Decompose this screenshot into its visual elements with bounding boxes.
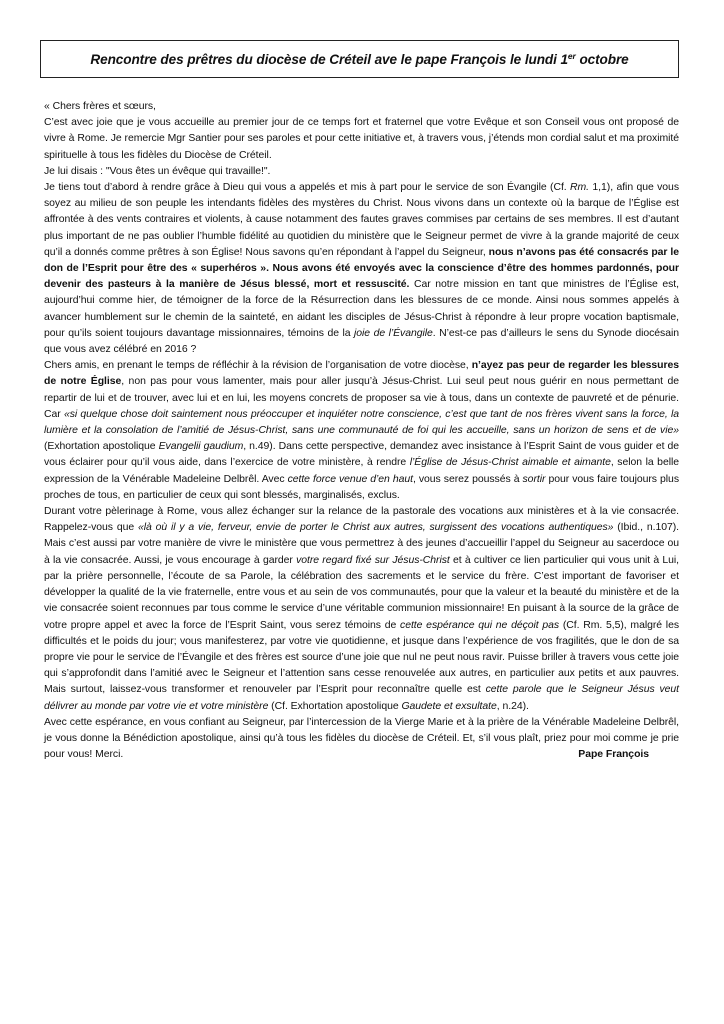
paragraph [44, 180, 679, 358]
title-superscript: er [567, 51, 576, 61]
text-run: et à cultiver ce lien particulier qui vous unit à Lui, par la prière personnelle, l’écoute de sa Parole, la célébration des sacrements et le service du frère. C’est important de favoriser et développer la qualité de la vie fraternelle, entre vous et au sein de vos communautés, pour que la valeur et la beauté du ministère et de la vie consacrée soient reconnues par tous comme le service d’une véritable communion missionnaire! En puisant à la source de la grâce de votre propre appel et avec la force de l’Esprit Saint, vous serez témoins de [44, 554, 679, 631]
paragraph [44, 164, 679, 180]
paragraph [44, 504, 679, 715]
text-run: Je lui disais : "Vous êtes un évêque qui travaille!". [44, 165, 271, 177]
text-run: , n.49). Dans cette perspective, demandez avec insistance à l’Esprit Saint de vous guider et de vous éclairer pour qu’il vous aide, dans l’exercice de votre ministère, à rendre [44, 441, 679, 469]
italic-text: joie de l’Évangile [354, 327, 433, 339]
signature: Pape François [578, 749, 649, 761]
text-run: C’est avec joie que je vous accueille au premier jour de ce temps fort et fraternel que votre Evêque et son Conseil vous ont proposé de vivre à Rome. Je remercie Mgr Santier pour ses paroles et pour cette initiative et, à travers vous, j’étends mon cordial salut et ma proximité spirituelle à tous les fidèles du Diocèse de Créteil. [44, 117, 679, 161]
italic-text: l’Église de Jésus-Christ aimable et aimante [409, 457, 611, 469]
text-run: , n.24). [496, 700, 529, 712]
italic-text: sortir [522, 473, 546, 485]
italic-text: cette parole que le Seigneur Jésus veut délivrer au monde par votre vie et votre ministère [44, 684, 679, 712]
bold-text: nous n’avons pas été consacrés par le don de l’Esprit pour être des « superhéros ». Nous avons été envoyés avec la conscience d’être des hommes pardonnés, pour devenir des pasteurs à la manière de Jésus blessé, mort et ressuscité. [44, 246, 679, 291]
text-run: pour vous faire toujours plus proches de tous, en particulier de ceux qui sont blessés, marginalisés, exclus. [44, 473, 679, 501]
italic-text: Evangelii gaudium [158, 441, 244, 453]
text-run: Car notre mission en tant que ministres de l’Église est, aujourd’hui comme hier, de témoigner de la force de la Résurrection dans les blessures de ce monde. Ainsi nous sommes appelés à avancer humblement sur le chemin de la sainteté, en aidant les disciples de Jésus-Christ à répondre à leur propre vocation baptismale, pour qu’ils soient toujours davantage missionnaires, témoins de la [44, 279, 680, 339]
text-run: . N’est-ce pas d’ailleurs le sens du Synode diocésain que vous avez célébré en 2016 ? [44, 327, 680, 356]
paragraph [44, 99, 679, 115]
text-run: (Ibid., n.107). Mais c’est aussi par votre manière de vivre le ministère que vous permettrez à des jeunes d’accueillir l’appel du Seigneur au sacerdoce ou à la vie consacrée. Aussi, je vous encourage à garder [44, 522, 679, 566]
text-run: « Chers frères et sœurs, [44, 101, 156, 112]
italic-text: cette force venue d’en haut [287, 473, 413, 485]
italic-text: Gaudete et exsultate [401, 700, 497, 712]
title-box [40, 40, 679, 78]
italic-text: «si quelque chose doit saintement nous préoccuper et inquiéter notre conscience, c’est que tant de nos frères vivent sans la force, la lumière et la consolation de l’amitié de Jésus-Christ, sans une communauté de foi qui les accueille, sans un horizon de sens et de vie» [44, 408, 679, 437]
text-run: Chers amis, en prenant le temps de réfléchir à la révision de l’organisation de votre diocèse, [44, 360, 472, 372]
text-run: Je tiens tout d’abord à rendre grâce à Dieu qui vous a appelés et mis à part pour le service de son Évangile (Cf. [44, 182, 571, 194]
text-run: (Exhortation apostolique [44, 441, 159, 453]
paragraph [44, 358, 679, 504]
text-run: Avec cette espérance, en vous confiant au Seigneur, par l’intercession de la Vierge Marie et à la prière de la Vénérable Madeleine Delbrêl, je vous donne la Bénédiction apostolique, ainsi qu’à tous les fidèles du diocèse de Créteil. Et, s’il vous plaît, priez pour moi comme je prie pour vous! Merci. [44, 716, 679, 761]
title-main: Rencontre des prêtres du diocèse de Créteil ave le pape François le lundi 1 [90, 52, 568, 67]
letter-body [44, 99, 679, 763]
italic-text: votre regard fixé sur Jésus-Christ [296, 554, 450, 566]
italic-text: Rm. [570, 182, 590, 194]
bold-text: n’ayez pas peur de regarder les blessures de notre Église [44, 360, 679, 388]
text-run: (Cf. Rm. 5,5), malgré les difficultés et le poids du jour; vous manifesterez, par votre vie quotidienne, et jusque dans l’expérience de vos fragilités, que le don de sa propre vie pour le service de l’Évangile et des frères est source d’une joie que nul ne peut nous ravir. Puisse briller à travers vous cette joie qui s’approfondit dans l’amitié avec le Seigneur et l’attention sans cesse renouvelée aux autres, en particulier aux petits et aux pauvres. Mais surtout, laissez-vous transformer et renouveler par l’Esprit pour reconnaître quelle est [44, 619, 679, 696]
title-end: octobre [575, 52, 629, 67]
text-run: 1,1), afin que vous soyez au milieu de son peuple les intendants fidèles des mystères du Christ. Nous vivons dans un contexte où la barque de l’Église est affrontée à des vents contraires et violents, à cause notamment des fautes graves commises par certains de ses membres. Il est d’autant plus important de ne pas oublier l’humble fidélité au quotidien du ministère que le Seigneur permet de vivre à la grande majorité de ceux qu’il a donnés comme prêtres à son Église! Nous savons qu’en répondant à l’appel du Seigneur, [44, 182, 679, 258]
italic-text: «là où il y a vie, ferveur, envie de porter le Christ aux autres, surgissent des vocations authentiques» [137, 522, 614, 534]
paragraph [44, 715, 679, 764]
text-run: , non pas pour vous lamenter, mais pour aller jusqu’à Jésus-Christ. Lui seul peut nous guérir en nous permettant de repartir de lui et de trouver, avec lui et en lui, les moyens concrets de proposer sa vie à tous, dans un contexte de pauvreté et de pénurie. Car [44, 376, 679, 420]
text-run: (Cf. Exhortation apostolique [268, 700, 402, 712]
text-run: , vous serez poussés à [412, 473, 523, 485]
paragraph [44, 115, 679, 164]
text-run: Durant votre pèlerinage à Rome, vous allez échanger sur la relance de la pastorale des vocations aux ministères et à la vie consacrée. Rappelez-vous que [44, 506, 679, 534]
document-title [90, 51, 628, 67]
italic-text: cette espérance qui ne déçoit pas [400, 619, 560, 631]
text-run: , selon la belle expression de la Vénérable Madeleine Delbrêl. Avec [44, 457, 679, 485]
